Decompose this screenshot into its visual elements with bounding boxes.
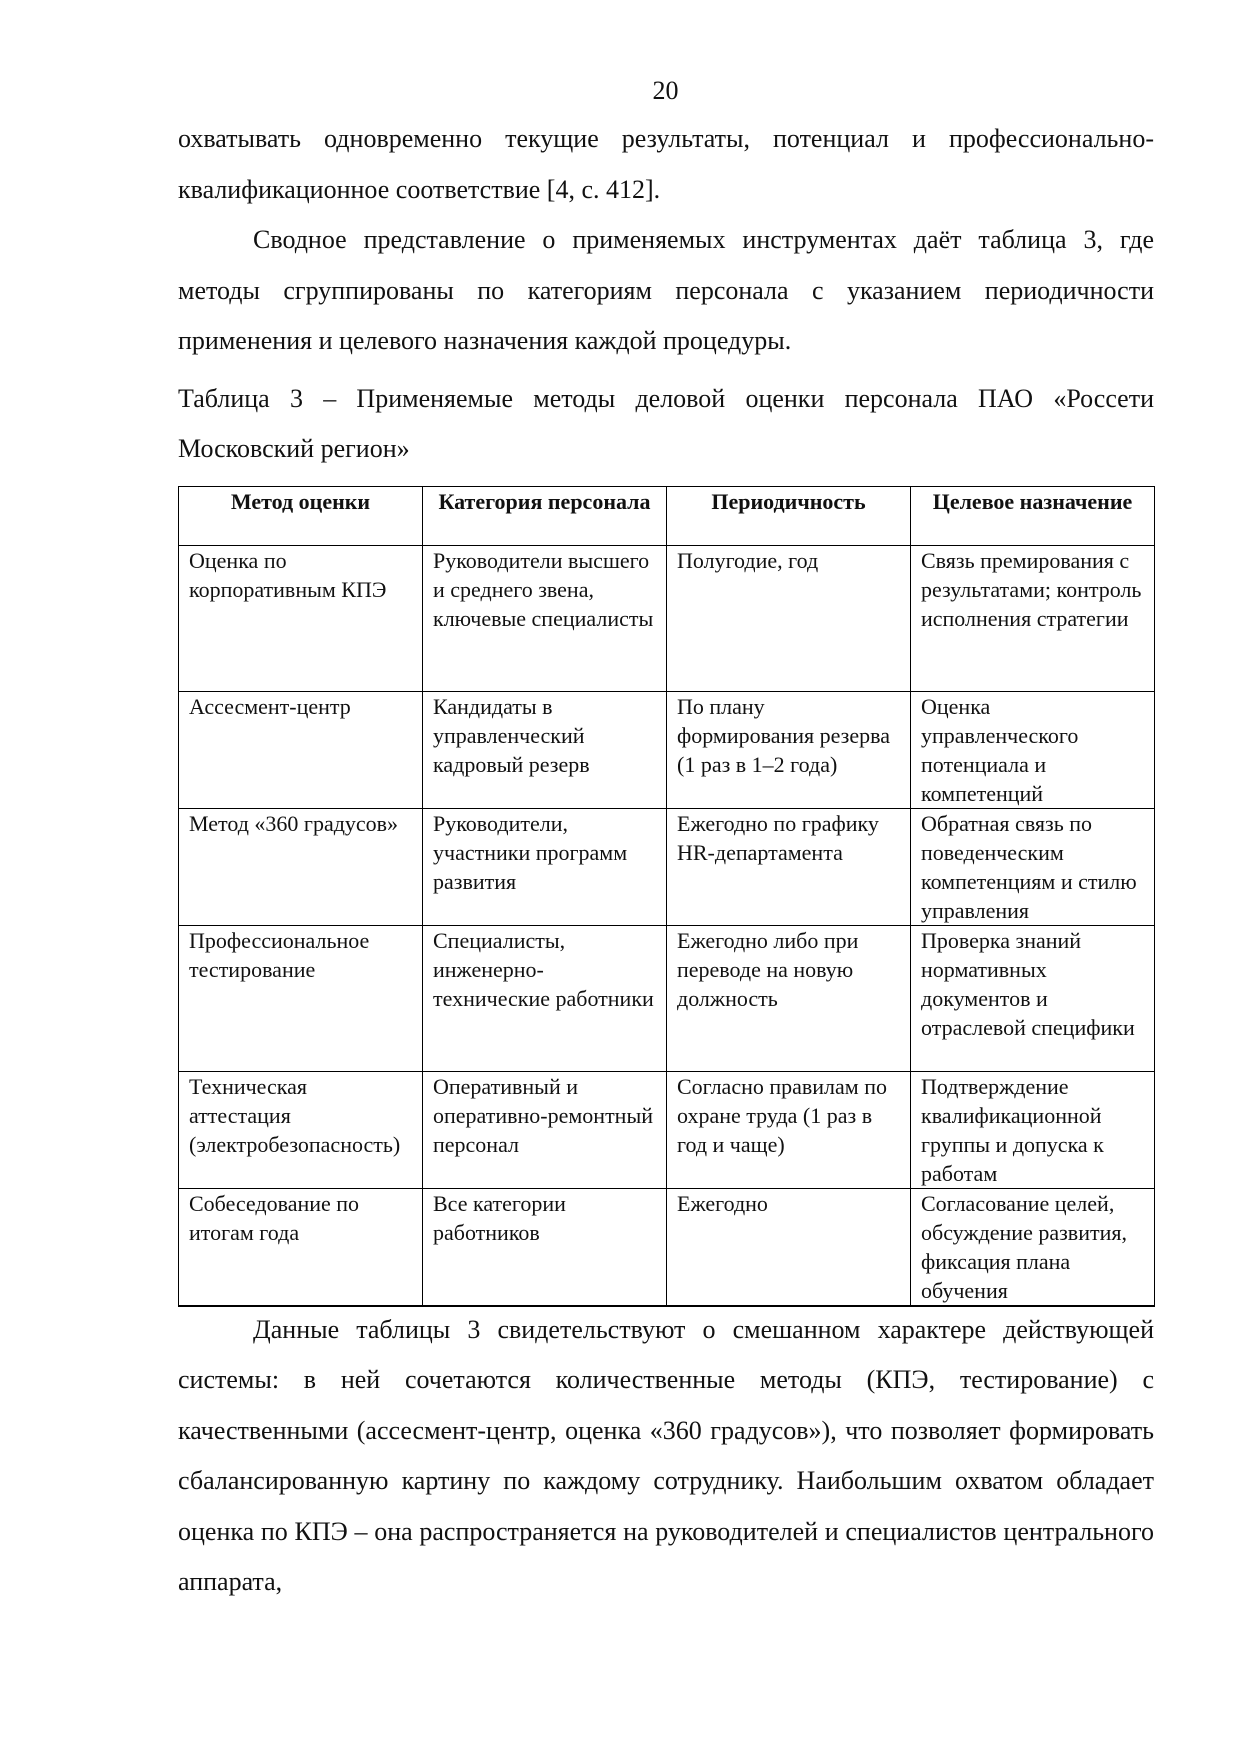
table-row (179, 1071, 1155, 1188)
cell-purpose: Связь премирования с результатами; контроль исполнения стратегии (911, 545, 1155, 691)
cell-category: Руководители, участники программ развития (423, 808, 667, 925)
cell-category: Руководители высшего и среднего звена, ключевые специалисты (423, 545, 667, 691)
cell-method: Метод «360 градусов» (179, 808, 423, 925)
page-number: 20 (652, 76, 679, 105)
cell-periodicity: Ежегодно (667, 1188, 911, 1306)
cell-purpose: Согласование целей, обсуждение развития, фиксация плана обучения (911, 1188, 1155, 1306)
cell-category: Кандидаты в управленческий кадровый резерв (423, 691, 667, 808)
table-caption: Таблица 3 – Применяемые методы деловой оценки персонала ПАО «Россети Московский регион» (178, 383, 1154, 463)
cell-category: Оперативный и оперативно-ремонтный персонал (423, 1071, 667, 1188)
cell-periodicity: По плану формирования резерва (1 раз в 1–2 года) (667, 691, 911, 808)
header-category: Категория персонала (423, 486, 667, 545)
paragraph-table-intro: Сводное представление о применяемых инструментах даёт таблица 3, где методы сгруппированы по категориям персонала с указанием периодичности применения и целевого назначения каждой процедуры. (178, 225, 1154, 355)
cell-periodicity: Полугодие, год (667, 545, 911, 691)
table-row (179, 808, 1155, 925)
cell-method: Техническая аттестация (электробезопасность) (179, 1071, 423, 1188)
cell-category: Все категории работников (423, 1188, 667, 1306)
cell-method: Профессиональное тестирование (179, 925, 423, 1071)
cell-category: Специалисты, инженерно-технические работники (423, 925, 667, 1071)
table-header-row (179, 486, 1155, 545)
paragraph-continuation: охватывать одновременно текущие результаты, потенциал и профессионально-квалификационное соответствие [4, с. 412]. (178, 124, 1154, 204)
assessment-methods-table (178, 486, 1155, 1307)
cell-periodicity: Ежегодно по графику HR-департамента (667, 808, 911, 925)
table-row (179, 1188, 1155, 1306)
cell-purpose: Оценка управленческого потенциала и компетенций (911, 691, 1155, 808)
cell-purpose: Обратная связь по поведенческим компетенциям и стилю управления (911, 808, 1155, 925)
header-periodicity: Периодичность (667, 486, 911, 545)
table-row (179, 925, 1155, 1071)
cell-periodicity: Ежегодно либо при переводе на новую должность (667, 925, 911, 1071)
paragraph-table-analysis: Данные таблицы 3 свидетельствуют о смешанном характере действующей системы: в ней сочетаются количественные методы (КПЭ, тестирование) с качественными (ассесмент-центр, оценка «360 градусов»), что позволяет формировать сбалансированную картину по каждому сотруднику. Наибольшим охватом обладает оценка по КПЭ – она распространяется на руководителей и специалистов центрального аппарата, (178, 1314, 1154, 1596)
cell-method: Оценка по корпоративным КПЭ (179, 545, 423, 691)
cell-purpose: Проверка знаний нормативных документов и отраслевой специфики (911, 925, 1155, 1071)
cell-periodicity: Согласно правилам по охране труда (1 раз в год и чаще) (667, 1071, 911, 1188)
cell-purpose: Подтверждение квалификационной группы и допуска к работам (911, 1071, 1155, 1188)
table-row (179, 545, 1155, 691)
header-purpose: Целевое назначение (911, 486, 1155, 545)
header-method: Метод оценки (179, 486, 423, 545)
table-row (179, 691, 1155, 808)
cell-method: Собеседование по итогам года (179, 1188, 423, 1306)
cell-method: Ассесмент-центр (179, 691, 423, 808)
document-body (178, 114, 1154, 1608)
